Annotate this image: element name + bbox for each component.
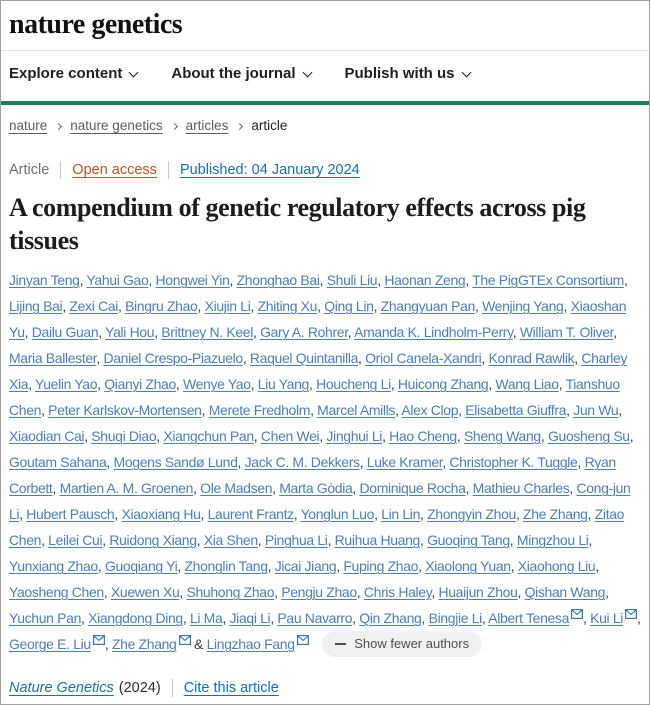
author-link[interactable]: Zhonglin Tang [184, 558, 268, 574]
email-envelope-icon[interactable] [93, 635, 105, 645]
author-link[interactable]: Huicong Zhang [397, 376, 489, 392]
author-link[interactable]: Raquel Quintanilla [249, 350, 359, 366]
author-link[interactable]: Shuli Liu [326, 272, 378, 288]
author-link[interactable]: Peter Karlskov-Mortensen [48, 402, 202, 418]
author-link[interactable]: Qishan Wang [524, 584, 606, 600]
article-type-label: Article [9, 162, 50, 178]
author-link[interactable]: Jiaqi Li [229, 610, 271, 626]
author-link[interactable]: Yaosheng Chen [9, 584, 104, 600]
author-link[interactable]: Shuqi Diao [91, 428, 157, 444]
author-link[interactable]: Gary A. Rohrer [260, 324, 348, 340]
nav-label: About the journal [171, 65, 296, 82]
author-link[interactable]: Yunxiang Zhao [9, 558, 98, 574]
author-link[interactable]: Hubert Pausch [26, 506, 115, 522]
author-link[interactable]: Zhangyuan Pan [380, 298, 475, 314]
author-link[interactable]: Hongwei Yin [155, 272, 230, 288]
author-link[interactable]: Zhe Zhang [111, 636, 177, 652]
author-link[interactable]: Ruidong Xiang [109, 532, 197, 548]
author-link[interactable]: Brittney N. Keel [161, 324, 253, 340]
author-link[interactable]: Zhonghao Bai [236, 272, 320, 288]
author-link[interactable]: Bingjie Li [428, 610, 482, 626]
author-link[interactable]: William T. Oliver [519, 324, 614, 340]
author-link[interactable]: Ryan Corbett [9, 454, 616, 496]
author-link[interactable]: Maria Ballester [9, 350, 97, 366]
author-link[interactable]: Marta Gòdia [279, 480, 353, 496]
author-link[interactable]: Zitao Chen [9, 506, 625, 548]
author-link[interactable]: Xiaoshan Yu [9, 298, 627, 340]
breadcrumb [9, 118, 641, 133]
breadcrumb-nature[interactable]: nature [9, 118, 48, 133]
article-meta [9, 161, 641, 179]
author-link[interactable]: George E. Liu [9, 636, 91, 652]
author-link[interactable]: Lingzhao Fang [206, 636, 295, 652]
author-link[interactable]: Amanda K. Lindholm-Perry [354, 324, 513, 340]
author-link[interactable]: Qin Zhang [359, 610, 422, 626]
nav-about-the-journal[interactable] [171, 65, 310, 83]
meta-divider [168, 161, 169, 179]
cite-this-article-link[interactable]: Cite this article [183, 680, 279, 696]
chevron-down-icon [302, 67, 312, 77]
author-link[interactable]: Wang Liao [495, 376, 559, 392]
author-link[interactable]: Ruihua Huang [334, 532, 420, 548]
chevron-right-icon [236, 122, 243, 129]
author-link[interactable]: Yuelin Yao [35, 376, 98, 392]
author-link[interactable]: Yuchun Pan [9, 610, 82, 626]
author-link[interactable]: Bingru Zhao [125, 298, 198, 314]
author-link[interactable]: Charley Xia [9, 350, 628, 392]
author-link[interactable]: Dailu Guan [31, 324, 99, 340]
author-link[interactable]: Huaijun Zhou [438, 584, 518, 600]
author-link[interactable]: Laurent Frantz [207, 506, 294, 522]
journal-header [1, 1, 649, 50]
show-fewer-authors-button[interactable] [322, 631, 482, 657]
email-envelope-icon[interactable] [179, 635, 191, 645]
author-link[interactable]: Jack C. M. Dekkers [244, 454, 360, 470]
author-link[interactable]: Marcel Amills [317, 402, 396, 418]
email-envelope-icon[interactable] [571, 609, 583, 619]
show-fewer-label: Show fewer authors [354, 636, 470, 651]
chevron-down-icon [129, 67, 139, 77]
breadcrumb-nature-genetics[interactable]: nature genetics [70, 118, 163, 133]
nav-label: Explore content [9, 65, 123, 82]
author-link[interactable]: Martien A. M. Groenen [59, 480, 194, 496]
author-link[interactable]: Hao Cheng [389, 428, 457, 444]
author-link[interactable]: Mathieu Charles [472, 480, 570, 496]
author-link[interactable]: Oriol Canela-Xandri [365, 350, 482, 366]
author-link[interactable]: Wenjing Yang [482, 298, 564, 314]
author-list [9, 267, 641, 657]
author-link[interactable]: Zhe Zhang [523, 506, 588, 522]
author-link[interactable]: Cong-jun Li [9, 480, 631, 522]
author-link[interactable]: Guoqing Tang [427, 532, 510, 548]
nav-publish-with-us[interactable] [345, 65, 470, 83]
author-link[interactable]: Fuping Zhao [343, 558, 419, 574]
author-link[interactable]: Tianshuo Chen [9, 376, 620, 418]
author-link[interactable]: Leilei Cui [48, 532, 103, 548]
journal-accent-rule [1, 101, 649, 105]
author-link[interactable]: Konrad Rawlik [488, 350, 575, 366]
author-link[interactable]: Alex Clop [401, 402, 459, 418]
author-link[interactable]: Li Ma [189, 610, 223, 626]
author-link[interactable]: Chris Haley [363, 584, 432, 600]
email-envelope-icon[interactable] [625, 609, 637, 619]
author-link[interactable]: Sheng Wang [463, 428, 541, 444]
author-link[interactable]: Jicai Jiang [274, 558, 337, 574]
author-link[interactable]: Wenye Yao [183, 376, 251, 392]
citation-year: (2024) [118, 680, 161, 696]
author-link[interactable]: Merete Fredholm [208, 402, 311, 418]
author-link[interactable]: Pengju Zhao [281, 584, 357, 600]
author-link[interactable]: Houcheng Li [316, 376, 391, 392]
author-link[interactable]: Kui Li [590, 610, 624, 626]
author-link[interactable]: Chen Wei [260, 428, 320, 444]
author-link[interactable]: Guoqiang Yi [104, 558, 178, 574]
chevron-right-icon [55, 122, 62, 129]
author-link[interactable]: Xia Shen [203, 532, 258, 548]
journal-logo[interactable]: nature genetics [9, 9, 183, 40]
author-link[interactable]: Mingzhou Li [516, 532, 589, 548]
author-link[interactable]: Ole Madsen [200, 480, 273, 496]
author-link[interactable]: Xiujin Li [204, 298, 251, 314]
published-date-link[interactable]: Published: 04 January 2024 [179, 162, 360, 178]
author-link[interactable]: Zhongyin Zhou [427, 506, 516, 522]
author-link[interactable]: Guosheng Su [547, 428, 630, 444]
author-link[interactable]: Lin Lin [381, 506, 421, 522]
author-link[interactable]: Yali Hou [105, 324, 155, 340]
author-link[interactable]: Lijing Bai [9, 298, 63, 314]
author-link[interactable]: Yonglun Luo [300, 506, 375, 522]
article-title: A compendium of genetic regulatory effects across pig tissues [9, 193, 586, 255]
minus-icon [335, 643, 346, 645]
author-link[interactable]: Xuewen Xu [110, 584, 180, 600]
author-link[interactable]: Jinghui Li [326, 428, 383, 444]
author-link[interactable]: Goutam Sahana [9, 454, 107, 470]
journal-link[interactable]: Nature Genetics [9, 680, 114, 696]
author-link[interactable]: Xiangdong Ding [88, 610, 183, 626]
meta-divider [60, 161, 61, 179]
citation-row [9, 679, 279, 697]
author-link[interactable]: Elisabetta Giuffra [465, 402, 567, 418]
journal-nav [1, 51, 649, 101]
author-link[interactable]: Zhiting Xu [257, 298, 318, 314]
chevron-right-icon [171, 122, 178, 129]
nav-label: Publish with us [344, 65, 455, 82]
author-link[interactable]: Luke Kramer [366, 454, 443, 470]
author-links-container: Jinyan Teng, Yahui Gao, Hongwei Yin, Zhonghao Bai, Shuli Liu, Haonan Zeng, The PigGTEx Consortium, Lijing Bai, Zexi Cai, Bingru Zhao, Xiujin Li, Zhiting Xu, Qing Lin, Zhangyuan Pan, Wenjing Yang, Xiaoshan Yu, Dailu Guan, Yali Hou, Brittney N. Keel, Gary A. Rohrer, Amanda K. Lindholm-Perry, William T. Oliver, Maria Ballester, Daniel Crespo-Piazuelo, Raquel Quintanilla, Oriol Canela-Xandri, Konrad Rawlik, Charley Xia, Yuelin Yao, Qianyi Zhao, Wenye Yao, Liu Yang, Houcheng Li, Huicong Zhang, Wang Liao, Tianshuo Chen, Peter Karlskov-Mortensen, Merete Fredholm, Marcel Amills, Alex Clop, Elisabetta Giuffra, Jun Wu, Xiaodian Cai, Shuqi Diao, Xiangchun Pan, Chen Wei, Jinghui Li, Hao Cheng, Sheng Wang, Guosheng Su, Goutam Sahana, Mogens Sandø Lund, Jack C. M. Dekkers, Luke Kramer, Christopher K. Tuggle, Ryan Corbett, Martien A. M. Groenen, Ole Madsen, Marta Gòdia, Dominique Rocha, Mathieu Charles, Cong-jun Li, Hubert Pausch, Xiaoxiang Hu, Laurent Frantz, Yonglun Luo, Lin Lin, Zhongyin Zhou, Zhe Zhang, Zitao Chen, Leilei Cui, Ruidong Xiang, Xia Shen, Pinghua Li, Ruihua Huang, Guoqing Tang, Mingzhou Li, Yunxiang Zhao, Guoqiang Yi, Zhonglin Tang, Jicai Jiang, Fuping Zhao, Xiaolong Yuan, Xiaohong Liu, Yaosheng Chen, Xuewen Xu, Shuhong Zhao, Pengju Zhao, Chris Haley, Huaijun Zhou, Qishan Wang, Yuchun Pan, Xiangdong Ding, Li Ma, Jiaqi Li, Pau Navarro, Qin Zhang, Bingjie Li, Albert Tenesa , Kui Li , George E. Liu , Zhe Zhang & Lingzhao Fang [9, 272, 641, 652]
author-link[interactable]: Pau Navarro [277, 610, 353, 626]
author-link[interactable]: Pinghua Li [264, 532, 328, 548]
breadcrumb-article: article [251, 118, 288, 133]
author-link[interactable]: Qianyi Zhao [104, 376, 176, 392]
author-link[interactable]: Xiaohong Liu [517, 558, 596, 574]
author-link[interactable]: Zexi Cai [69, 298, 118, 314]
author-link[interactable]: Xiaodian Cai [9, 428, 85, 444]
author-link[interactable]: Mogens Sandø Lund [113, 454, 238, 470]
author-link[interactable]: Jun Wu [573, 402, 619, 418]
author-link[interactable]: Xiangchun Pan [163, 428, 254, 444]
author-link[interactable]: Yahui Gao [86, 272, 149, 288]
author-link[interactable]: Xiaolong Yuan [425, 558, 511, 574]
author-link[interactable]: The PigGTEx Consortium [472, 272, 624, 288]
author-link[interactable]: Liu Yang [257, 376, 309, 392]
author-link[interactable]: Haonan Zeng [384, 272, 466, 288]
open-access-link[interactable]: Open access [72, 162, 157, 178]
citation-divider [172, 679, 173, 697]
author-link[interactable]: Jinyan Teng [9, 272, 80, 288]
author-link[interactable]: Xiaoxiang Hu [121, 506, 201, 522]
author-link[interactable]: Shuhong Zhao [186, 584, 275, 600]
author-link[interactable]: Daniel Crespo-Piazuelo [103, 350, 243, 366]
author-link[interactable]: Qing Lin [324, 298, 374, 314]
chevron-down-icon [461, 67, 471, 77]
author-link[interactable]: Christopher K. Tuggle [449, 454, 578, 470]
breadcrumb-articles[interactable]: articles [185, 118, 229, 133]
email-envelope-icon[interactable] [297, 635, 309, 645]
author-link[interactable]: Albert Tenesa [488, 610, 570, 626]
author-link[interactable]: Dominique Rocha [359, 480, 466, 496]
nav-explore-content[interactable] [9, 65, 137, 83]
